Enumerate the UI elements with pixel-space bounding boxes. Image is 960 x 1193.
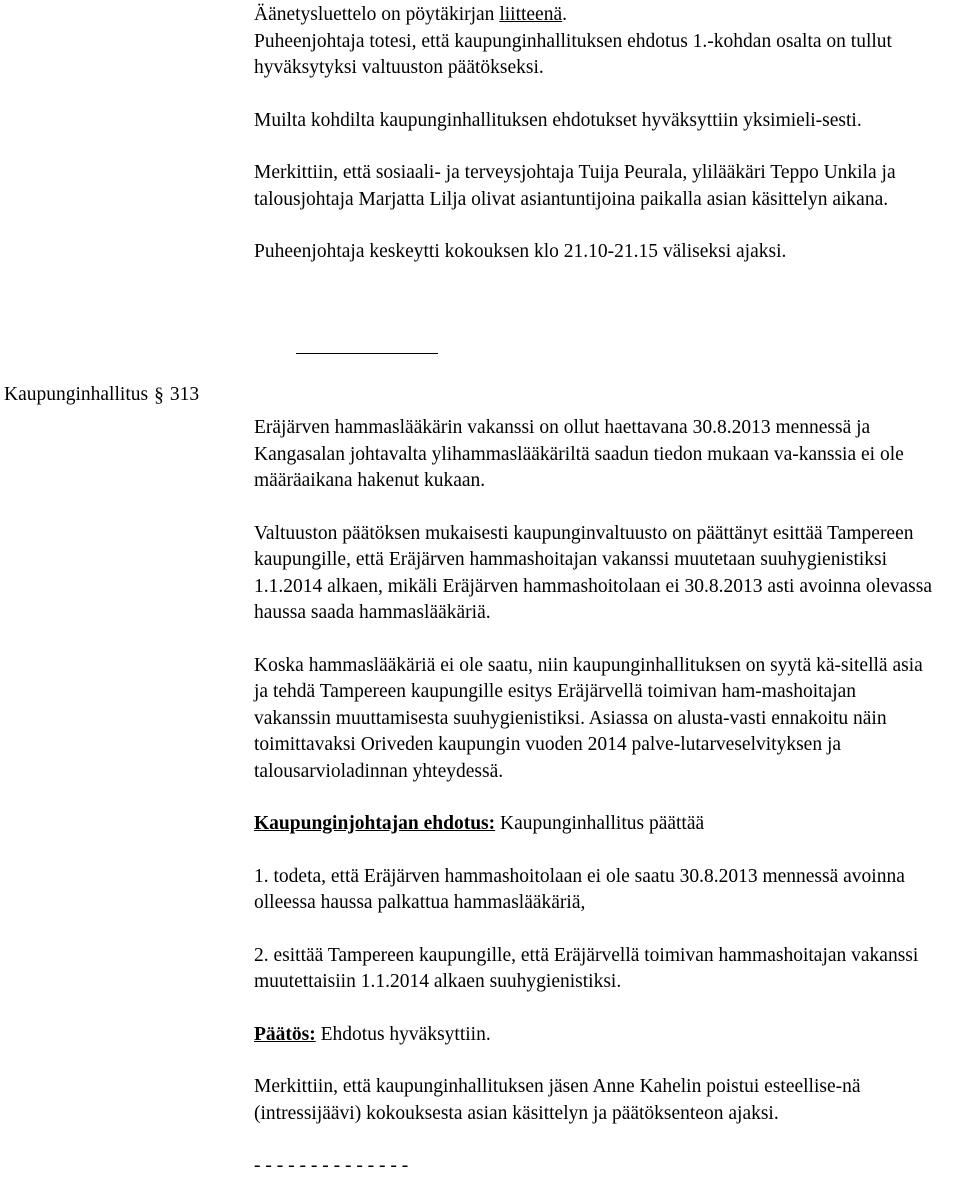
proposal-item-1: 1. todeta, että Eräjärven hammashoitolaan ei ole saatu 30.8.2013 mennessä avoinna olleessa haussa palkattua hammaslääkäriä, bbox=[254, 865, 905, 913]
section-divider bbox=[296, 353, 438, 354]
section-heading bbox=[4, 382, 199, 409]
proposal-line bbox=[254, 811, 934, 838]
case-paragraph-1: Eräjärven hammaslääkärin vakanssi on ollut haettavana 30.8.2013 mennessä ja Kangasalan johtavalta ylihammaslääkäriltä saadun tiedon mukaan va-kanssia ei ole määräaikana hakenut kukaan. bbox=[254, 417, 904, 491]
other-items-paragraph: Muilta kohdilta kaupunginhallituksen ehdotukset hyväksyttiin yksimieli-sesti. bbox=[254, 109, 862, 131]
break-paragraph: Puheenjohtaja keskeytti kokouksen klo 21.10-21.15 väliseksi ajaksi. bbox=[254, 241, 787, 262]
case-paragraph-3: Koska hammaslääkäriä ei ole saatu, niin kaupunginhallituksen on syytä kä-sitellä asia ja tehdä Tampereen kaupungille esitys Eräjärvellä toimivan ham-mashoitajan vakanssin muuttamisesta suuhygienistiksi. Asiassa on alusta-vasti ennakoitu näin toimittavaksi Oriveden kaupungin vuoden 2014 palve-lutarveselvityksen ja talousarvioladinnan yhteydessä. bbox=[254, 654, 923, 782]
proposal-text: Kaupunginhallitus päättää bbox=[495, 813, 705, 834]
appendix-line: Äänetysluettelo on pöytäkirjan liitteenä. bbox=[254, 4, 567, 25]
decision-line bbox=[254, 1022, 934, 1049]
vote-result-paragraph: Puheenjohtaja totesi, että kaupunginhallituksen ehdotus 1.-kohdan osalta on tullut hyväksytyksi valtuuston päätökseksi. bbox=[254, 30, 892, 78]
end-separator: - - - - - - - - - - - - - - bbox=[254, 1155, 409, 1176]
appendix-link[interactable]: liitteenä bbox=[499, 4, 563, 25]
section-mark: § bbox=[154, 385, 164, 406]
decision-label: Päätös: bbox=[254, 1023, 316, 1045]
case-body bbox=[254, 415, 934, 1180]
case-paragraph-2: Valtuuston päätöksen mukaisesti kaupunginvaltuusto on päättänyt esittää Tampereen kaupungille, että Eräjärven hammashoitajan vakanssi muutetaan suuhygienistiksi 1.1.2014 alkaen, mikäli Eräjärven hammashoitolaan ei 30.8.2013 asti avoinna olevassa haussa saada hammaslääkäriä. bbox=[254, 522, 932, 623]
recusal-note: Merkittiin, että kaupunginhallituksen jäsen Anne Kahelin poistui esteellise-nä (intressijäävi) kokouksesta asian käsittelyn ja päätöksenteon ajaksi. bbox=[254, 1076, 861, 1124]
section-number: 313 bbox=[169, 384, 200, 405]
top-notes bbox=[254, 2, 934, 266]
proposal-item-2: 2. esittää Tampereen kaupungille, että Eräjärvellä toimivan hammashoitajan vakanssi muutettaisiin 1.1.2014 alkaen suuhygienistiksi. bbox=[254, 944, 919, 992]
section-body-name: Kaupunginhallitus bbox=[4, 384, 149, 405]
experts-paragraph: Merkittiin, että sosiaali- ja terveysjohtaja Tuija Peurala, ylilääkäri Teppo Unkila ja talousjohtaja Marjatta Lilja olivat asiantuntijoina paikalla asian käsittelyn aikana. bbox=[254, 162, 896, 210]
appendix-text: Äänetysluettelo on pöytäkirjan bbox=[254, 4, 500, 25]
decision-text: Ehdotus hyväksyttiin. bbox=[315, 1023, 491, 1045]
proposal-label: Kaupunginjohtajan ehdotus: bbox=[254, 813, 496, 834]
